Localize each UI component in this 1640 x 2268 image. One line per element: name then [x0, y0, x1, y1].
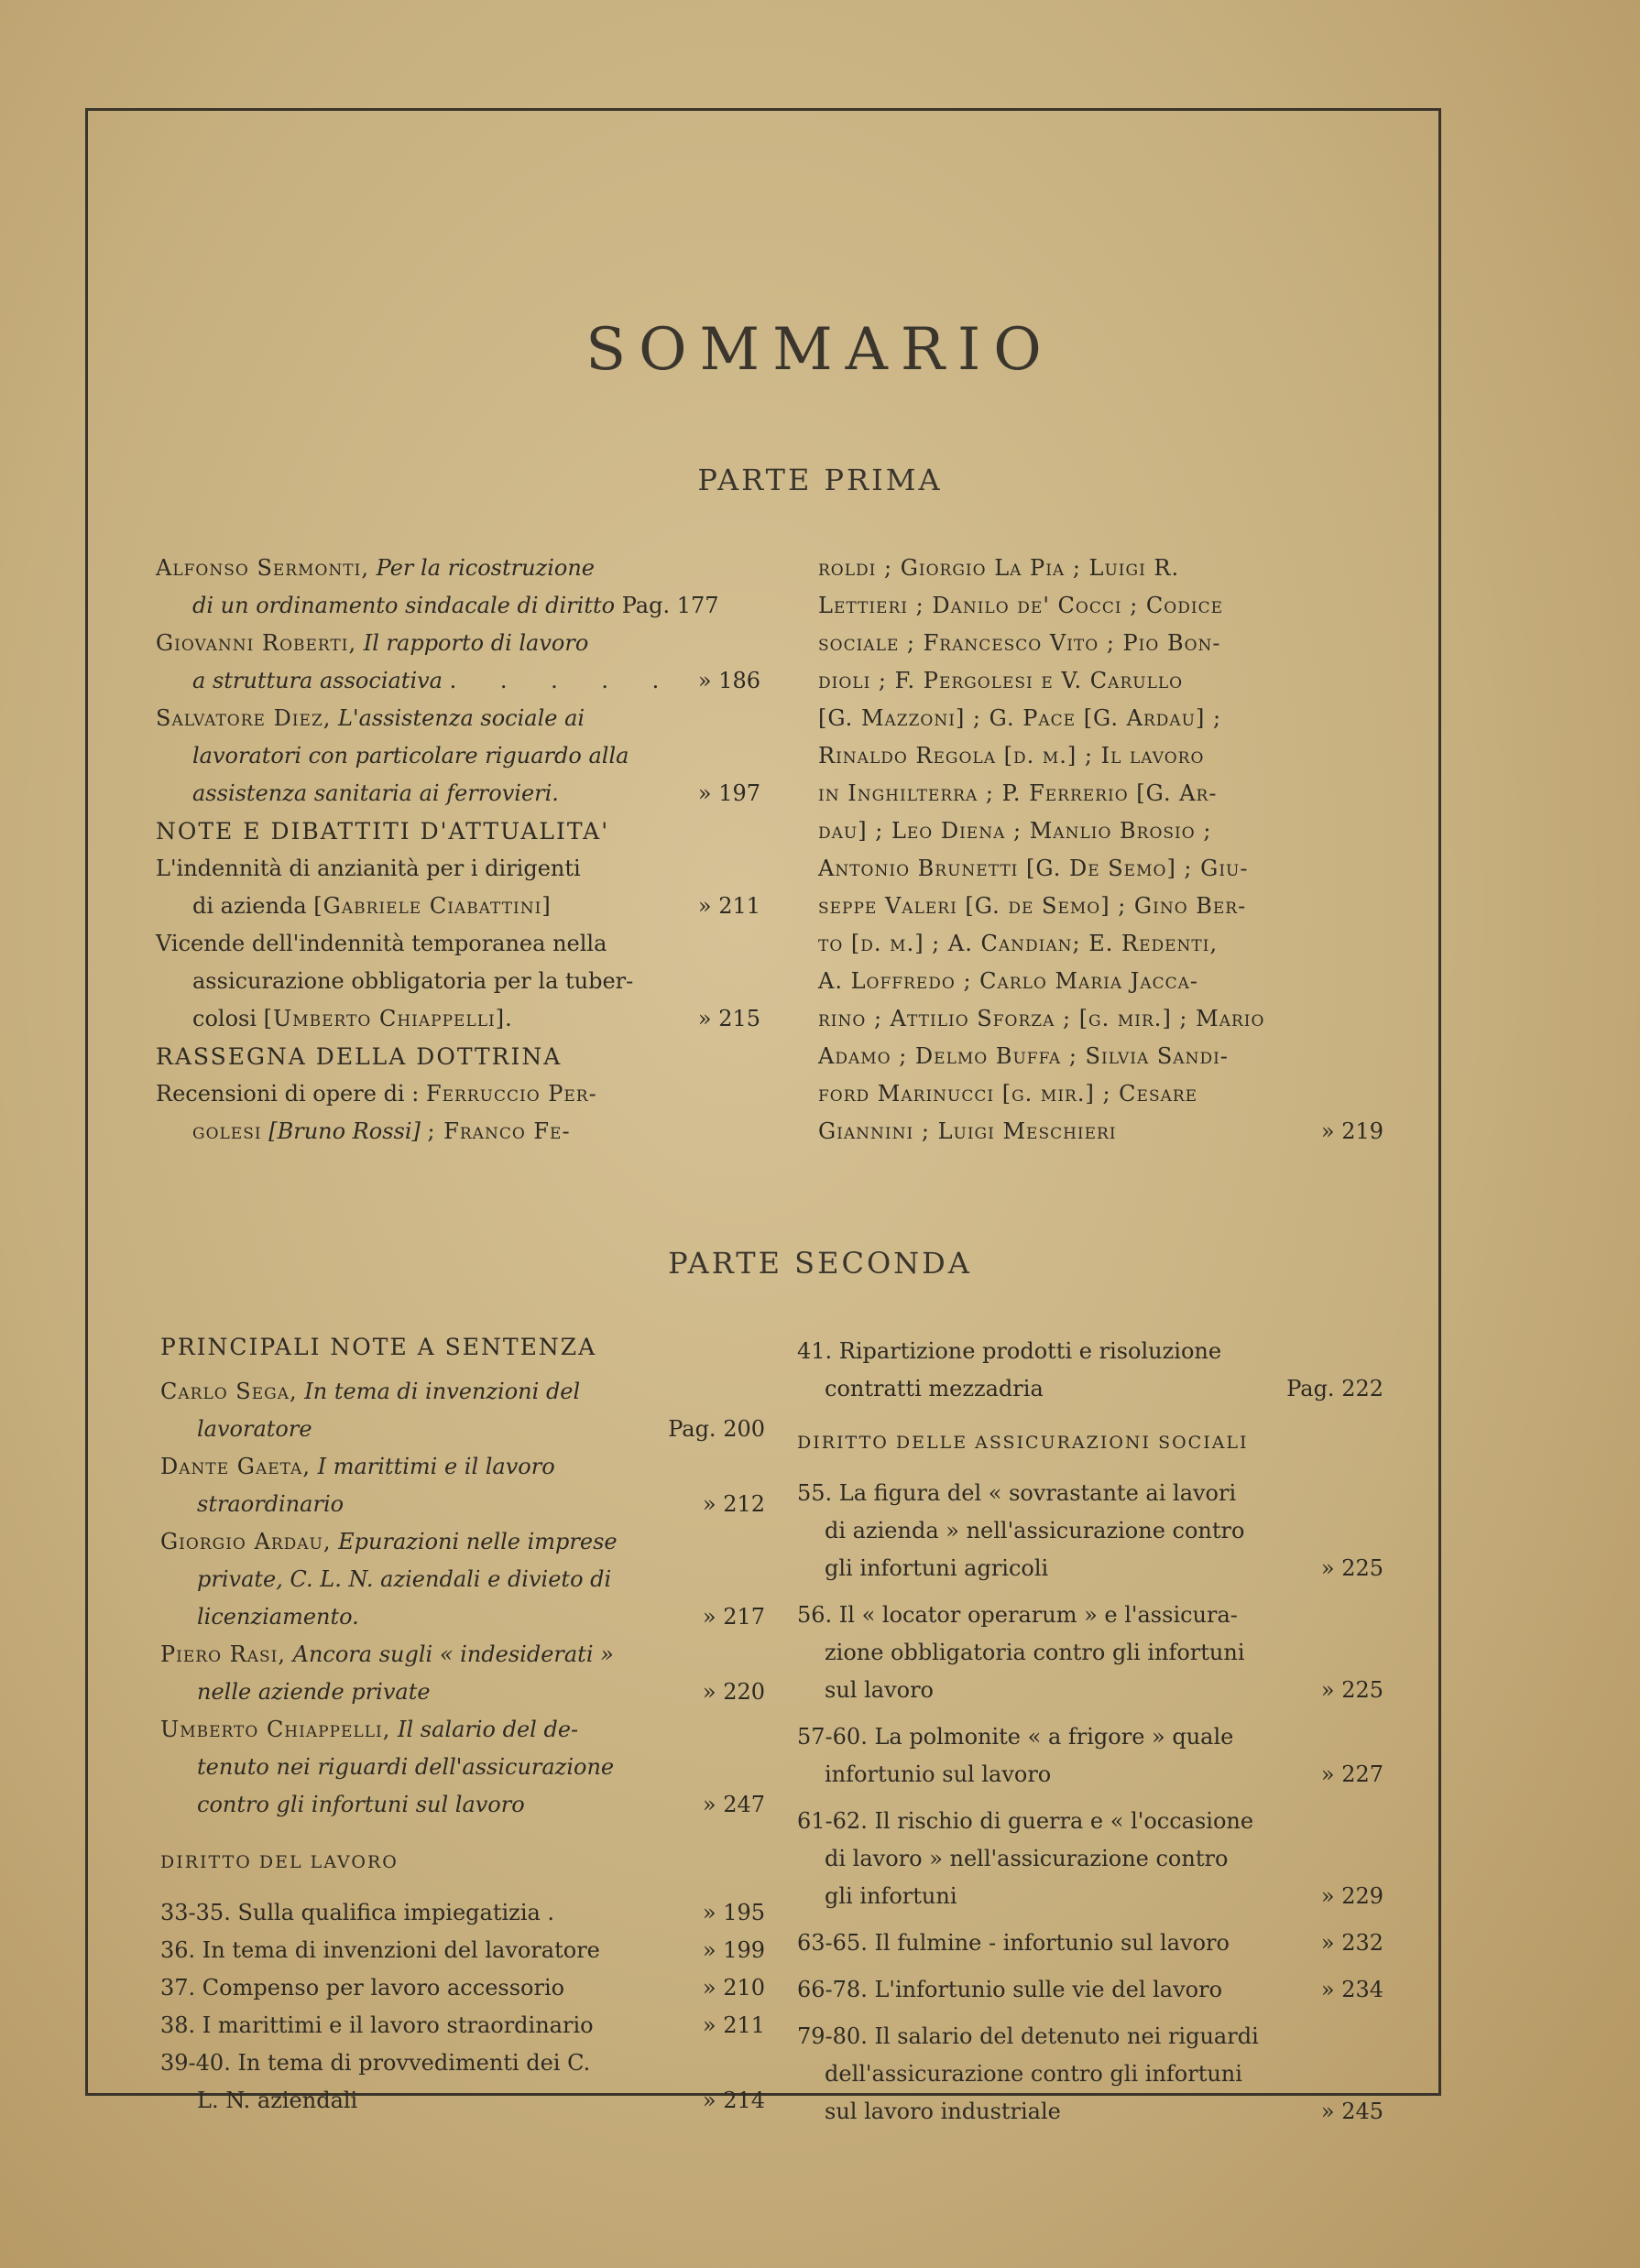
entry-title: L'assistenza sociale ai — [338, 705, 585, 731]
entry-title: Recensioni di opere di : — [156, 1081, 420, 1107]
entry-title: gli infortuni — [825, 1883, 957, 1909]
toc-entry — [797, 1475, 1383, 1587]
entry-title: licenziamento. — [197, 1604, 359, 1630]
entry-author: Carlo Sega, — [160, 1379, 298, 1404]
toc-entry — [156, 700, 760, 812]
review-line: dau] ; Leo Diena ; Manlio Brosio ; — [818, 818, 1212, 844]
toc-entry — [160, 1636, 765, 1711]
entry-title: lavoratore — [197, 1416, 312, 1442]
review-line: Adamo ; Delmo Buffa ; Silvia Sandi- — [818, 1043, 1229, 1069]
entry-page: » 220 — [702, 1679, 765, 1705]
toc-entry — [797, 1333, 1383, 1408]
entry-page: » 197 — [697, 780, 760, 806]
review-line: Giannini ; Luigi Meschieri — [818, 1118, 1117, 1144]
review-line: dioli ; F. Pergolesi e V. Carullo — [818, 668, 1184, 693]
entry-title: lavoratori con particolare riguardo alla — [192, 743, 629, 769]
entry-title: 39-40. In tema di provvedimenti dei C. — [160, 2050, 591, 2076]
review-line: Rinaldo Regola [d. m.] ; Il lavoro — [818, 743, 1205, 769]
review-line: in Inghilterra ; P. Ferrerio [G. Ar- — [818, 780, 1218, 806]
entry-title: L. N. aziendali — [197, 2088, 358, 2113]
entry-author: Umberto Chiappelli, — [160, 1717, 391, 1742]
entry-title: infortunio sul lavoro — [825, 1761, 1052, 1787]
toc-entry — [797, 1597, 1383, 1709]
toc-entry — [160, 1523, 765, 1636]
entry-title: 36. In tema di invenzioni del lavoratore — [160, 1937, 600, 1963]
review-line: sociale ; Francesco Vito ; Pio Bon- — [818, 630, 1221, 656]
entry-page: » 199 — [702, 1937, 765, 1963]
entry-page: » 234 — [1320, 1977, 1383, 2002]
entry-author: [Umberto Chiappelli]. — [263, 1006, 513, 1031]
entry-title: private, C. L. N. aziendali e divieto di — [197, 1566, 612, 1592]
entry-author: ; Franco Fe- — [427, 1118, 571, 1144]
entry-page: » 215 — [697, 1006, 760, 1031]
review-line: rino ; Attilio Sforza ; [g. mir.] ; Mario — [818, 1006, 1265, 1031]
review-line: ford Marinucci [g. mir.] ; Cesare — [818, 1081, 1198, 1107]
entry-title: 55. La figura del « sovrastante ai lavori — [797, 1480, 1237, 1506]
entry-title: 63-65. Il fulmine - infortunio sul lavoro — [797, 1930, 1230, 1956]
entry-author: Piero Rasi, — [160, 1641, 286, 1667]
entry-title: I marittimi e il lavoro — [317, 1454, 555, 1479]
entry-author: Salvatore Diez, — [156, 705, 332, 731]
toc-entry — [156, 850, 760, 925]
entry-title: assistenza sanitaria ai ferrovieri. — [192, 780, 559, 806]
section-heading: RASSEGNA DELLA DOTTRINA — [156, 1043, 563, 1070]
toc-entry — [797, 1971, 1383, 2009]
entry-author: Dante Gaeta, — [160, 1454, 311, 1479]
entry-title: Il salario del de- — [397, 1717, 579, 1742]
entry-title: colosi — [192, 1006, 257, 1031]
entry-page: » 247 — [702, 1792, 765, 1817]
toc-entry — [160, 1711, 765, 1824]
review-line: [G. Mazzoni] ; G. Pace [G. Ardau] ; — [818, 705, 1222, 731]
toc-entry — [797, 2018, 1383, 2131]
entry-page: Pag. 200 — [668, 1416, 765, 1442]
toc-entry — [160, 1932, 765, 1969]
entry-title: L'indennità di anzianità per i dirigenti — [156, 856, 581, 881]
entry-title: di azienda — [192, 893, 307, 919]
review-line: Lettieri ; Danilo de' Cocci ; Codice — [818, 593, 1223, 618]
entry-page: » 211 — [697, 893, 760, 919]
page-title: SOMMARIO — [585, 316, 1055, 384]
entry-author: Alfonso Sermonti, — [156, 555, 369, 581]
entry-page: » 229 — [1320, 1883, 1383, 1909]
entry-page: Pag. 177 — [621, 593, 719, 618]
review-line: seppe Valeri [G. de Semo] ; Gino Ber- — [818, 893, 1247, 919]
entry-title: Per la ricostruzione — [376, 555, 595, 581]
entry-title: zione obbligatoria contro gli infortuni — [825, 1640, 1245, 1665]
entry-author: golesi — [192, 1118, 262, 1144]
parte-prima-right-column — [818, 550, 1383, 1150]
toc-entry — [797, 1803, 1383, 1915]
toc-entry — [156, 550, 760, 625]
entry-title: a struttura associativa — [192, 668, 443, 693]
section-heading: DIRITTO DELLE ASSICURAZIONI SOCIALI — [797, 1433, 1249, 1453]
entry-title: Vicende dell'indennità temporanea nella — [156, 931, 607, 956]
entry-page: » 219 — [1320, 1118, 1383, 1144]
entry-title: 79-80. Il salario del detenuto nei riguardi — [797, 2023, 1259, 2049]
toc-entry — [160, 2044, 765, 2120]
entry-page: » 225 — [1320, 1677, 1383, 1703]
section-heading: DIRITTO DEL LAVORO — [160, 1852, 399, 1872]
section-heading: PRINCIPALI NOTE A SENTENZA — [160, 1334, 597, 1360]
entry-author: Giorgio Ardau, — [160, 1529, 332, 1554]
toc-entry — [160, 2007, 765, 2044]
parte-seconda-left-column — [160, 1328, 765, 2120]
toc-entry — [797, 1925, 1383, 1962]
entry-reviewer: [Bruno Rossi] — [268, 1118, 421, 1144]
entry-author: [Gabriele Ciabattini] — [313, 893, 552, 919]
review-line: to [d. m.] ; A. Candian; E. Redenti, — [818, 931, 1219, 956]
review-line: roldi ; Giorgio La Pia ; Luigi R. — [818, 555, 1180, 581]
review-line: A. Loffredo ; Carlo Maria Jacca- — [818, 968, 1199, 994]
toc-entry — [156, 1075, 760, 1150]
entry-title: Ancora sugli « indesiderati » — [292, 1641, 614, 1667]
parte-seconda-heading: PARTE SECONDA — [668, 1246, 972, 1281]
toc-entry — [156, 925, 760, 1038]
entry-page: » 195 — [702, 1900, 765, 1925]
entry-title: straordinario — [197, 1491, 344, 1517]
entry-title: contratti mezzadria — [825, 1376, 1044, 1401]
entry-title: gli infortuni agricoli — [825, 1555, 1049, 1581]
review-line: Antonio Brunetti [G. De Semo] ; Giu- — [818, 856, 1249, 881]
entry-page: » 212 — [702, 1491, 765, 1517]
toc-entry: Giovanni Roberti, Il rapporto di lavoro a struttura associativa . . . . . » 186 — [156, 625, 760, 700]
section-heading: NOTE E DIBATTITI D'ATTUALITA' — [156, 818, 610, 845]
toc-entry — [160, 1969, 765, 2007]
entry-page: » 217 — [702, 1604, 765, 1630]
entry-title: 61-62. Il rischio di guerra e « l'occasione — [797, 1808, 1254, 1834]
entry-title: di un ordinamento sindacale di diritto — [192, 593, 616, 618]
entry-title: dell'assicurazione contro gli infortuni — [825, 2061, 1242, 2087]
entry-title: 57-60. La polmonite « a frigore » quale — [797, 1724, 1234, 1750]
entry-title: contro gli infortuni sul lavoro — [197, 1792, 525, 1817]
entry-title: Epurazioni nelle imprese — [338, 1529, 618, 1554]
toc-entry — [160, 1373, 765, 1448]
entry-title: sul lavoro — [825, 1677, 934, 1703]
entry-page: Pag. 222 — [1286, 1376, 1383, 1401]
entry-title: assicurazione obbligatoria per la tuber- — [192, 968, 634, 994]
entry-author: Giovanni Roberti, — [156, 630, 357, 656]
entry-title: di lavoro » nell'assicurazione contro — [825, 1846, 1229, 1871]
parte-seconda-right-column — [797, 1333, 1383, 2131]
toc-entry — [160, 1448, 765, 1523]
entry-title: tenuto nei riguardi dell'assicurazione — [197, 1754, 615, 1780]
entry-page: » 186 — [697, 668, 760, 693]
entry-page: » 211 — [702, 2012, 765, 2038]
entry-title: 38. I marittimi e il lavoro straordinario — [160, 2012, 594, 2038]
entry-title: 41. Ripartizione prodotti e risoluzione — [797, 1338, 1222, 1364]
toc-entry — [160, 1894, 765, 1932]
entry-title: 66-78. L'infortunio sulle vie del lavoro — [797, 1977, 1223, 2002]
entry-title: 56. Il « locator operarum » e l'assicura- — [797, 1602, 1238, 1628]
entry-page: » 232 — [1320, 1930, 1383, 1956]
entry-page: » 210 — [702, 1975, 765, 2001]
parte-prima-heading: PARTE PRIMA — [697, 463, 943, 497]
entry-page: » 225 — [1320, 1555, 1383, 1581]
toc-entry — [797, 1718, 1383, 1794]
entry-title: Il rapporto di lavoro — [363, 630, 589, 656]
entry-title: sul lavoro industriale — [825, 2099, 1061, 2124]
entry-title: nelle aziende private — [197, 1679, 431, 1705]
entry-title: 37. Compenso per lavoro accessorio — [160, 1975, 565, 2001]
entry-page: » 227 — [1320, 1761, 1383, 1787]
entry-title: 33-35. Sulla qualifica impiegatizia . — [160, 1900, 555, 1925]
entry-page: » 245 — [1320, 2099, 1383, 2124]
parte-prima-left-column — [156, 550, 760, 1150]
entry-title: In tema di invenzioni del — [304, 1379, 581, 1404]
entry-page: » 214 — [702, 2088, 765, 2113]
entry-author: Ferruccio Per- — [425, 1081, 597, 1107]
entry-title: di azienda » nell'assicurazione contro — [825, 1518, 1245, 1543]
